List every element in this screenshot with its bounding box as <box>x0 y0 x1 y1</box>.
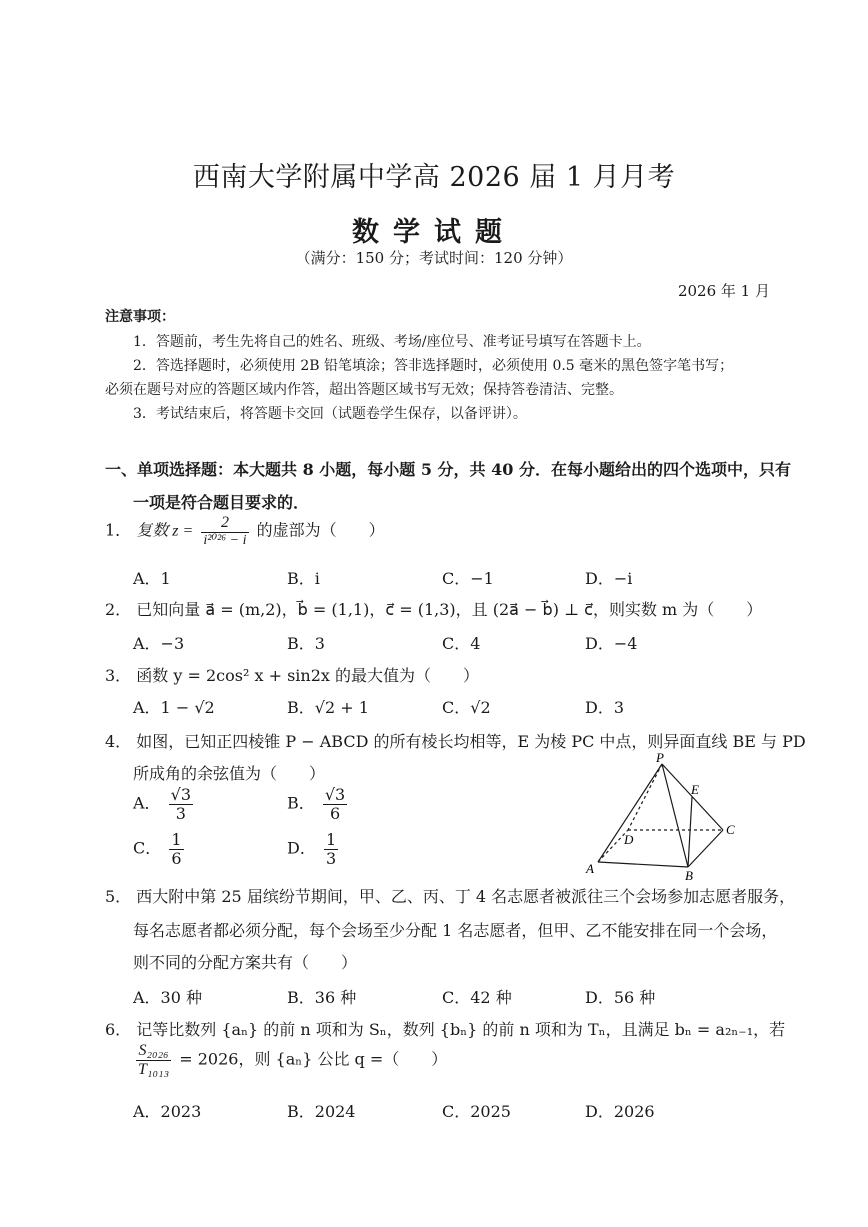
question-4 <box>105 729 806 752</box>
q6-option-b[interactable]: B．2024 <box>287 1102 356 1121</box>
question-number: 1． <box>105 520 132 540</box>
denominator: 6 <box>329 803 341 823</box>
edge-pc <box>662 764 723 830</box>
denominator: 6 <box>171 848 182 868</box>
edge-ab <box>598 862 688 867</box>
pyramid-figure <box>580 752 750 884</box>
option-label: B． <box>287 793 315 813</box>
numerator: 1 <box>325 830 337 849</box>
denominator: 3 <box>175 803 186 823</box>
edge-pa <box>598 764 662 862</box>
q4-option-a-fraction <box>169 786 193 822</box>
q5-text-line3: 则不同的分配方案共有（ ） <box>133 953 358 972</box>
exam-date: 2026 年 1 月 <box>677 282 770 300</box>
question-number: 6． <box>105 1020 132 1039</box>
label-a: A <box>586 861 594 876</box>
q3-option-b[interactable]: B．√2 + 1 <box>287 698 369 717</box>
q4-text-line1: 如图，已知正四棱锥 P − ABCD 的所有棱长均相等，E 为棱 PC 中点，则异面直线 BE 与 PD <box>136 732 806 751</box>
question-2 <box>105 597 762 620</box>
label-e: E <box>691 782 699 797</box>
option-label: D． <box>287 838 316 858</box>
q4-option-b-fraction <box>323 786 347 822</box>
q2-text: 已知向量 a⃗ = (m,2)，b⃗ = (1,1)，c⃗ = (1,3)，且 (2a⃗ − b⃗) ⊥ c⃗，则实数 m 为（ ） <box>136 600 763 619</box>
q6-option-d[interactable]: D．2026 <box>585 1102 655 1121</box>
q3-text: 函数 y = 2cos² x + sin2x 的最大值为（ ） <box>136 666 479 685</box>
section-heading: 一、单项选择题：本大题共 8 小题，每小题 5 分，共 40 分．在每小题给出的四个选项中，只有 <box>105 460 791 479</box>
label-p: P <box>656 752 664 765</box>
q4-option-b[interactable] <box>287 786 350 822</box>
numerator: √3 <box>170 785 192 804</box>
q6-numerator: S₂₀₂₆ <box>136 1042 171 1061</box>
q4-text-line2: 所成角的余弦值为（ ） <box>133 764 326 783</box>
question-number: 5． <box>105 887 132 906</box>
question-number: 3． <box>105 666 132 685</box>
q2-option-a[interactable]: A．−3 <box>133 634 185 653</box>
label-d: D <box>624 832 634 847</box>
q6-option-a[interactable]: A．2023 <box>133 1102 202 1121</box>
q1-suffix: 的虚部为（ ） <box>256 520 385 540</box>
q1-fraction <box>201 514 248 548</box>
q5-text-line1: 西大附中第 25 届缤纷节期间，甲、乙、丙、丁 4 名志愿者被派往三个会场参加志愿者服务， <box>136 887 796 906</box>
q4-option-a[interactable] <box>133 786 196 822</box>
q2-option-b[interactable]: B．3 <box>287 634 325 653</box>
q6-text-line1: 记等比数列 {aₙ} 的前 n 项和为 Sₙ，数列 {bₙ} 的前 n 项和为 Tₙ，且满足 bₙ = a₂ₙ₋₁，若 <box>136 1020 786 1039</box>
denominator: 3 <box>325 848 337 868</box>
note-item-2-cont: 必须在题号对应的答题区域内作答，超出答题区域书写无效；保持答卷清洁、完整。 <box>105 382 623 398</box>
q5-option-b[interactable]: B．36 种 <box>287 988 357 1007</box>
q1-option-a[interactable]: A．1 <box>133 569 171 588</box>
school-title: 西南大学附属中学高 2026 届 1 月月考 <box>192 162 676 193</box>
q5-option-d[interactable]: D．56 种 <box>585 988 656 1007</box>
q1-denominator: i²⁰²⁶ − i <box>203 532 247 548</box>
q6-fraction <box>136 1042 171 1078</box>
question-1 <box>105 514 385 548</box>
q2-option-c[interactable]: C．4 <box>442 634 481 653</box>
q4-option-c[interactable] <box>133 831 187 867</box>
q4-option-d[interactable] <box>287 831 341 867</box>
q3-option-d[interactable]: D．3 <box>585 698 625 717</box>
q2-option-d[interactable]: D．−4 <box>585 634 638 653</box>
question-6 <box>105 1017 785 1040</box>
q1-prefix: 复数 z = <box>136 522 194 540</box>
q6-denominator: T₁₀₁₃ <box>138 1060 170 1078</box>
question-3 <box>105 663 479 686</box>
label-b: B <box>685 868 693 883</box>
q1-numerator: 2 <box>201 514 248 533</box>
edge-pd-hidden <box>628 764 662 830</box>
notes-heading: 注意事项： <box>105 309 175 325</box>
q5-option-a[interactable]: A．30 种 <box>133 988 203 1007</box>
q1-option-b[interactable]: B．i <box>287 569 320 588</box>
edge-bc <box>688 830 723 867</box>
q4-option-c-fraction <box>169 831 183 867</box>
q6-line2-text: = 2026，则 {aₙ} 公比 q =（ ） <box>179 1049 448 1069</box>
section-heading-cont: 一项是符合题目要求的． <box>133 493 310 512</box>
numerator: √3 <box>324 785 346 804</box>
numerator: 1 <box>171 830 182 849</box>
label-c: C <box>726 822 735 837</box>
q5-text-line2: 每名志愿者都必须分配，每个会场至少分配 1 名志愿者，但甲、乙不能安排在同一个会场， <box>133 921 778 940</box>
note-item-2: 2．答选择题时，必须使用 2B 铅笔填涂；答非选择题时，必须使用 0.5 毫米的黑色签字笔书写； <box>133 358 734 374</box>
q3-option-c[interactable]: C．√2 <box>442 698 491 717</box>
question-5 <box>105 884 795 907</box>
option-label: C． <box>133 838 162 858</box>
note-item-3: 3．考试结束后，将答题卡交回（试题卷学生保存，以备评讲）。 <box>133 406 527 422</box>
edge-pb <box>662 764 688 867</box>
q5-option-c[interactable]: C．42 种 <box>442 988 512 1007</box>
question-number: 2． <box>105 600 132 619</box>
subject-title: 数学试题 <box>352 217 516 248</box>
option-label: A． <box>133 793 161 813</box>
q6-line2 <box>133 1042 447 1078</box>
q1-option-d[interactable]: D．−i <box>585 569 633 588</box>
edge-be <box>688 797 692 867</box>
q1-option-c[interactable]: C．−1 <box>442 569 494 588</box>
exam-info: （满分：150 分；考试时间：120 分钟） <box>295 249 573 267</box>
q3-option-a[interactable]: A．1 − √2 <box>133 698 215 717</box>
q4-option-d-fraction <box>324 831 338 867</box>
note-item-1: 1．答题前，考生先将自己的姓名、班级、考场/座位号、准考证号填写在答题卡上。 <box>133 334 651 350</box>
question-number: 4． <box>105 732 132 751</box>
q6-option-c[interactable]: C．2025 <box>442 1102 511 1121</box>
